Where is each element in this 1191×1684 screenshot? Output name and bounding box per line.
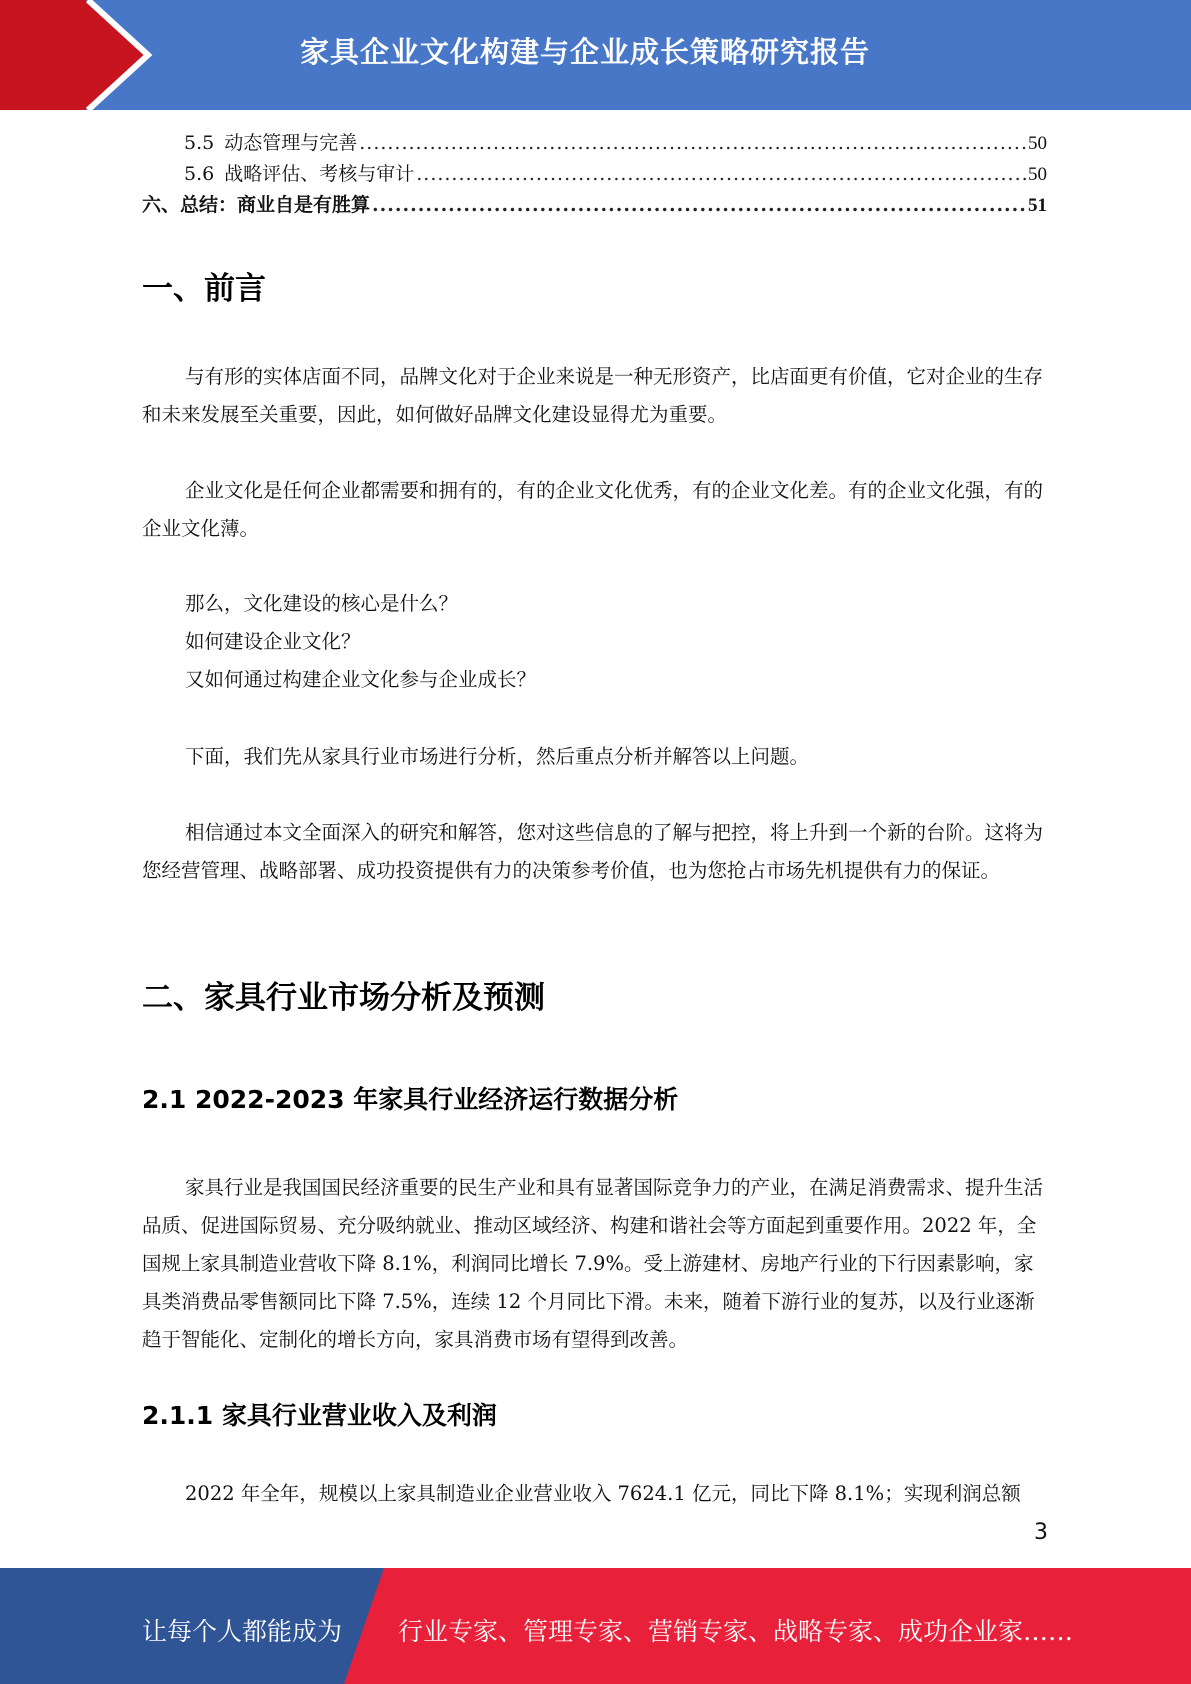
page-number: 3	[1034, 1520, 1048, 1545]
toc-entry[interactable]	[142, 128, 1047, 159]
toc-entry-number: 六、	[142, 194, 181, 216]
toc-entry-page: 50	[1028, 164, 1047, 185]
footer-slogan-right: 行业专家、管理专家、营销专家、战略专家、成功企业家……	[398, 1617, 1074, 1646]
toc-leader-dots	[372, 194, 1026, 216]
section-heading-preface: 一、前言	[142, 271, 266, 307]
paragraph: 与有形的实体店面不同，品牌文化对于企业来说是一种无形资产，比店面更有价值，它对企业的生存和未来发展至关重要，因此，如何做好品牌文化建设显得尤为重要。	[142, 365, 1044, 426]
footer-slogan-left: 让每个人都能成为	[142, 1617, 343, 1646]
toc-entry[interactable]	[142, 159, 1047, 190]
toc-entry-label: 战略评估、考核与审计	[224, 163, 415, 185]
question-item: 那么，文化建设的核心是什么？	[185, 592, 459, 615]
report-title: 家具企业文化构建与企业成长策略研究报告	[300, 35, 871, 69]
page-header	[0, 0, 1191, 110]
table-of-contents	[142, 128, 1047, 221]
toc-entry-number: 5.5	[184, 132, 215, 154]
paragraph: 家具行业是我国国民经济重要的民生产业和具有显著国际竞争力的产业，在满足消费需求、提升生活品质、促进国际贸易、充分吸纳就业、推动区域经济、构建和谐社会等方面起到重要作用。2022 年，全国规上家具制造业营收下降 8.1%，利润同比增长 7.9%。受上游建材、房地产行业的下行因素影响，家具类消费品零售额同比下降 7.5%，连续 12 个月同比下滑。未来，随着下游行业的复苏，以及行业逐渐趋于智能化、定制化的增长方向，家具消费市场有望得到改善。	[142, 1176, 1044, 1351]
toc-leader-dots	[359, 132, 1026, 154]
question-item: 如何建设企业文化？	[185, 630, 361, 653]
toc-entry[interactable]	[142, 190, 1047, 221]
toc-entry-page: 51	[1028, 195, 1047, 216]
page-footer	[0, 1568, 1191, 1684]
paragraph: 企业文化是任何企业都需要和拥有的，有的企业文化优秀，有的企业文化差。有的企业文化强，有的企业文化薄。	[142, 479, 1044, 540]
toc-entry-label: 动态管理与完善	[224, 132, 358, 154]
toc-entry-page: 50	[1028, 133, 1047, 154]
toc-leader-dots	[416, 163, 1026, 185]
section-heading-market-analysis: 二、家具行业市场分析及预测	[142, 980, 545, 1016]
question-item: 又如何通过构建企业文化参与企业成长？	[185, 668, 537, 691]
subsection-heading-2-1-1: 2.1.1 家具行业营业收入及利润	[142, 1401, 497, 1430]
toc-entry-label: 总结：商业自是有胜算	[180, 194, 371, 216]
paragraph: 下面，我们先从家具行业市场进行分析，然后重点分析并解答以上问题。	[185, 745, 810, 768]
paragraph: 相信通过本文全面深入的研究和解答，您对这些信息的了解与把控，将上升到一个新的台阶。这将为您经营管理、战略部署、成功投资提供有力的决策参考价值，也为您抢占市场先机提供有力的保证。	[142, 821, 1044, 882]
subsection-heading-2-1: 2.1 2022-2023 年家具行业经济运行数据分析	[142, 1085, 679, 1114]
paragraph: 2022 年全年，规模以上家具制造业企业营业收入 7624.1 亿元，同比下降 8.1%；实现利润总额	[185, 1482, 1021, 1505]
toc-entry-number: 5.6	[184, 163, 215, 185]
question-list	[185, 585, 536, 699]
